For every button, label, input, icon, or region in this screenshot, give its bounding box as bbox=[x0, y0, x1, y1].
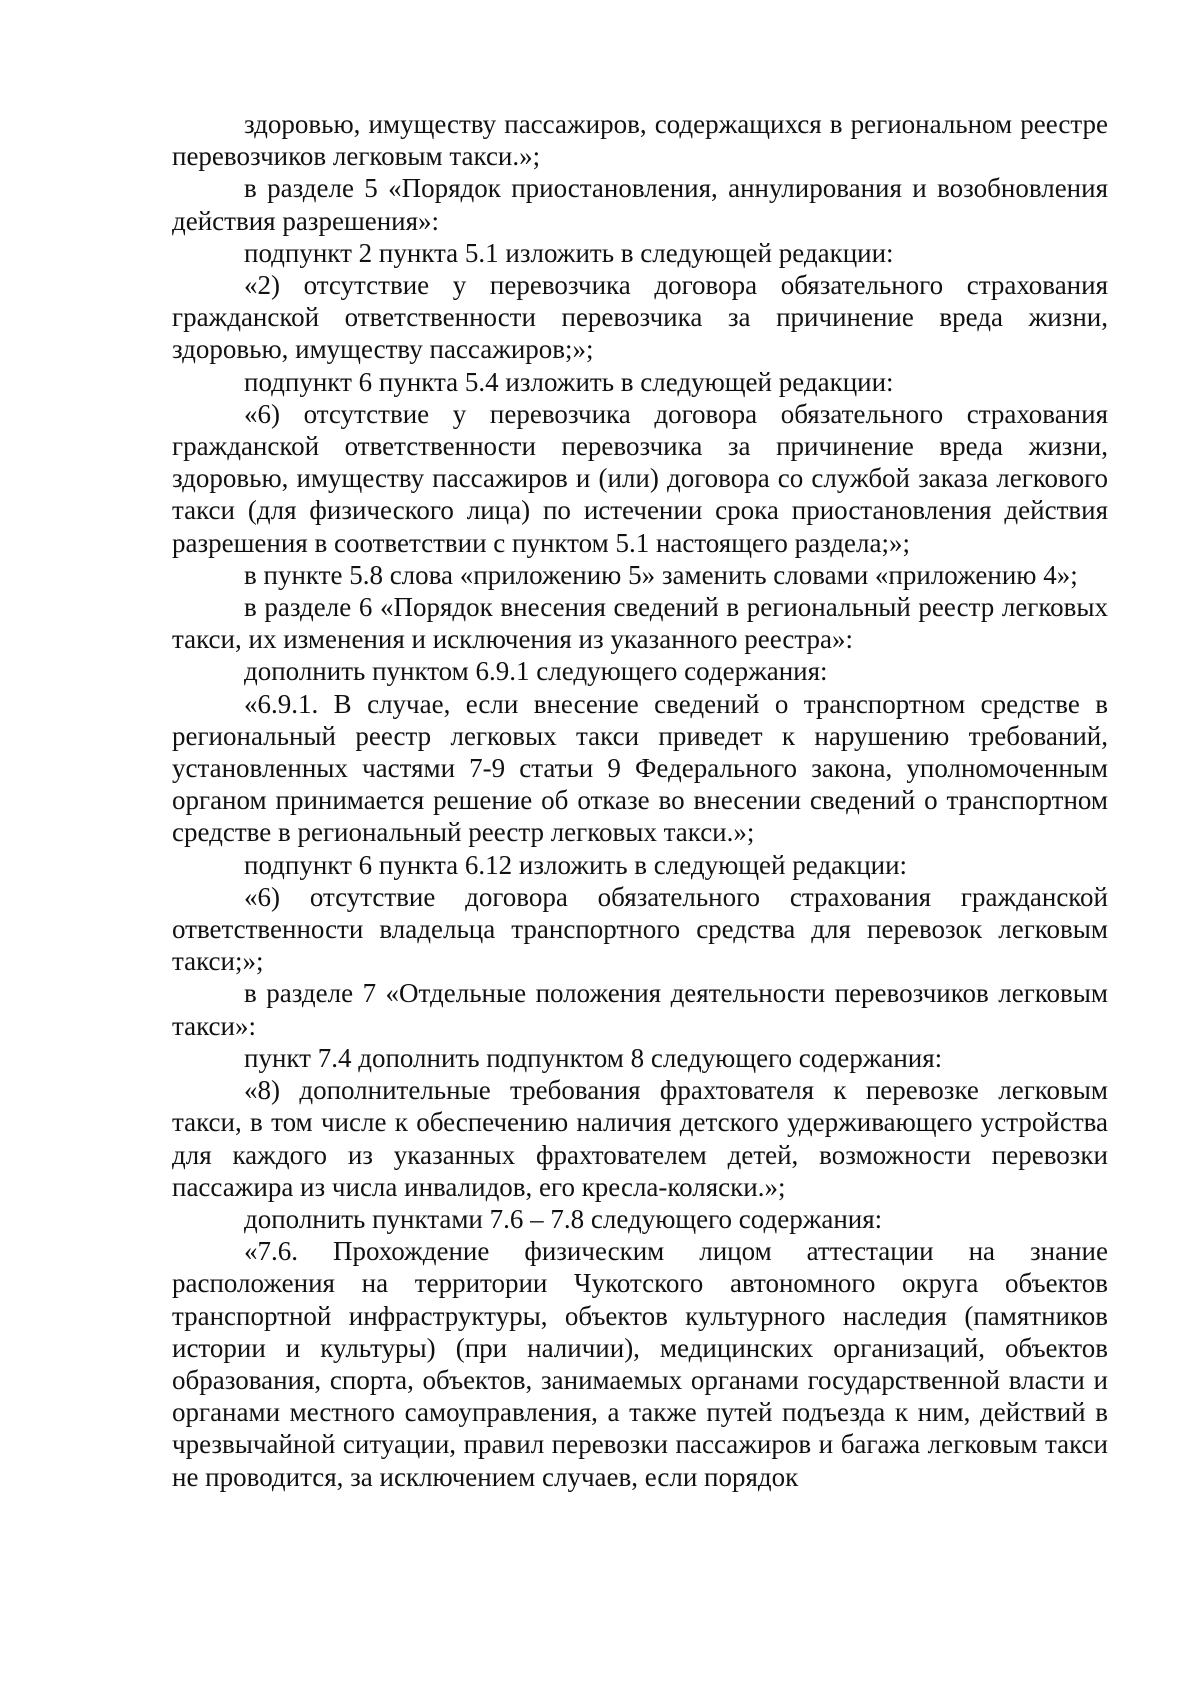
paragraph-9: дополнить пунктом 6.9.1 следующего содержания: bbox=[244, 656, 828, 687]
paragraph-7: в пункте 5.8 слова «приложению 5» заменить словами «приложению 4»; bbox=[244, 559, 1078, 590]
paragraph-5: подпункт 6 пункта 5.4 изложить в следующей редакции: bbox=[244, 366, 894, 397]
paragraph-6: «6) отсутствие у перевозчика договора обязательного страхования гражданской ответственности перевозчика за причинение вреда жизни, здоровью, имуществу пассажиров и (или) договора со службой заказа легкового такси (для физического лица) по истечении срока приостановления действия разрешения в соответствии с пунктом 5.1 настоящего раздела;»; bbox=[172, 398, 1108, 558]
paragraph-1: здоровью, имуществу пассажиров, содержащихся в региональном реестре перевозчиков легковым такси.»; bbox=[172, 109, 1108, 172]
paragraph-2: в разделе 5 «Порядок приостановления, аннулирования и возобновления действия разрешения»: bbox=[172, 173, 1108, 236]
paragraph-4: «2) отсутствие у перевозчика договора обязательного страхования гражданской ответственности перевозчика за причинение вреда жизни, здоровью, имуществу пассажиров;»; bbox=[172, 270, 1108, 365]
paragraph-3: подпункт 2 пункта 5.1 изложить в следующей редакции: bbox=[244, 237, 894, 268]
paragraph-16: дополнить пунктами 7.6 – 7.8 следующего содержания: bbox=[244, 1203, 883, 1234]
paragraph-8: в разделе 6 «Порядок внесения сведений в региональный реестр легковых такси, их изменения и исключения из указанного реестра»: bbox=[172, 592, 1108, 655]
paragraph-14: пункт 7.4 дополнить подпунктом 8 следующего содержания: bbox=[244, 1042, 943, 1073]
paragraph-13: в разделе 7 «Отдельные положения деятельности перевозчиков легковым такси»: bbox=[172, 978, 1108, 1041]
document-page bbox=[172, 108, 1108, 1493]
paragraph-12: «6) отсутствие договора обязательного страхования гражданской ответственности владельца транспортного средства для перевозок легковым такси;»; bbox=[172, 881, 1108, 977]
paragraph-11: подпункт 6 пункта 6.12 изложить в следующей редакции: bbox=[244, 849, 908, 880]
paragraph-17: «7.6. Прохождение физическим лицом аттестации на знание расположения на территории Чукотского автономного округа объектов транспортной инфраструктуры, объектов культурного наследия (памятников истории и культуры) (при наличии), медицинских организаций, объектов образования, спорта, объектов, занимаемых органами государственной власти и органами местного самоуправления, а также путей подъезда к ним, действий в чрезвычайной ситуации, правил перевозки пассажиров и багажа легковым такси не проводится, за исключением случаев, если порядок bbox=[172, 1236, 1108, 1492]
paragraph-15: «8) дополнительные требования фрахтователя к перевозке легковым такси, в том числе к обеспечению наличия детского удерживающего устройства для каждого из указанных фрахтователем детей, возможности перевозки пассажира из числа инвалидов, его кресла-коляски.»; bbox=[172, 1075, 1108, 1202]
paragraph-10: «6.9.1. В случае, если внесение сведений о транспортном средстве в региональный реестр легковых такси приведет к нарушению требований, установленных частями 7-9 статьи 9 Федерального закона, уполномоченным органом принимается решение об отказе во внесении сведений о транспортном средстве в региональный реестр легковых такси.»; bbox=[172, 688, 1108, 848]
